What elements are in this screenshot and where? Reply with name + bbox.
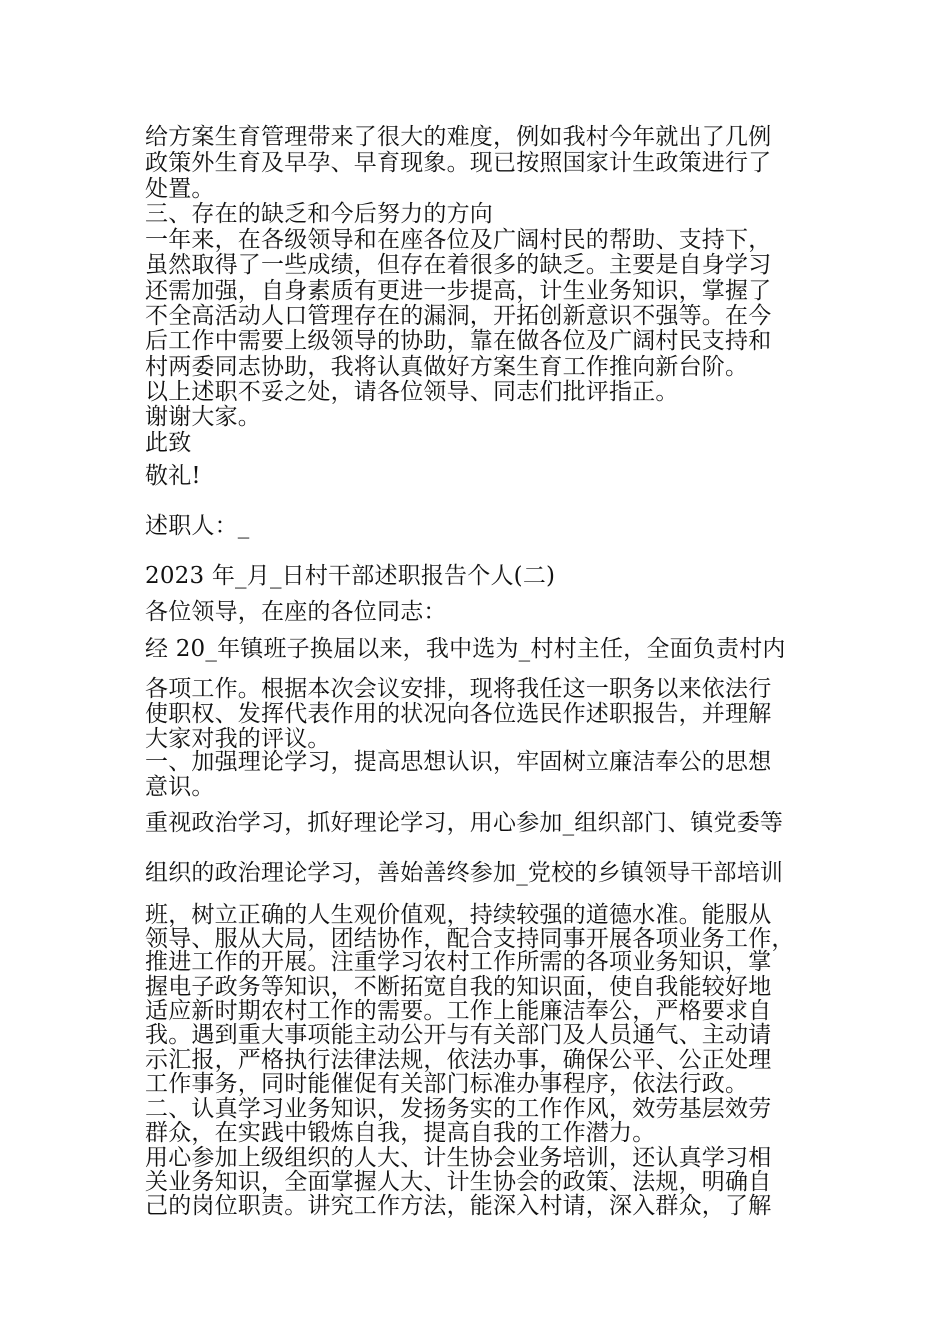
text-line: 以上述职不妥之处，请各位领导、同志们批评指正。 [145, 379, 679, 405]
text-line: 握电子政务等知识，不断拓宽自我的知识面，使自我能较好地 [145, 974, 772, 1000]
text-line: 虽然取得了一些成绩，但存在着很多的缺乏。主要是自身学习 [145, 252, 772, 278]
text-line: 村两委同志协助，我将认真做好方案生育工作推向新台阶。 [145, 354, 749, 380]
section-heading: 三、存在的缺乏和今后努力的方向 [145, 201, 493, 227]
signature-line: 述职人：_ [145, 513, 250, 539]
closing-line: 敬礼! [145, 463, 201, 489]
section-heading: 群众，在实践中锻炼自我，提高自我的工作潜力。 [145, 1120, 656, 1146]
text-line: 不全高活动人口管理存在的漏洞，开拓创新意识不强等。在今 [145, 303, 772, 329]
text-line: 用心参加上级组织的人大、计生协会业务培训，还认真学习相 [145, 1145, 772, 1171]
text-line: 经 20_年镇班子换届以来，我中选为_村村主任，全面负责村内 [145, 636, 786, 662]
text-line: 工作事务，同时能催促有关部门标准办事程序，依法行政。 [145, 1071, 749, 1097]
text-line: 一年来，在各级领导和在座各位及广阔村民的帮助、支持下， [145, 227, 772, 253]
text-line: 给方案生育管理带来了很大的难度，例如我村今年就出了几例 [145, 124, 772, 150]
text-line: 己的岗位职责。讲究工作方法，能深入村请，深入群众，了解 [145, 1193, 772, 1219]
text-line: 我。遇到重大事项能主动公开与有关部门及人员通气、主动请 [145, 1022, 772, 1048]
section-heading: 意识。 [145, 774, 215, 800]
text-line: 大家对我的评议。 [145, 726, 331, 752]
salutation: 各位领导，在座的各位同志： [145, 599, 447, 625]
section-heading: 一、加强理论学习，提高思想认识，牢固树立廉洁奉公的思想 [145, 749, 772, 775]
section-heading: 二、认真学习业务知识，发扬务实的工作作风，效劳基层效劳 [145, 1096, 772, 1122]
text-line: 政策外生育及早孕、早育现象。现已按照国家计生政策进行了 [145, 150, 772, 176]
text-line: 组织的政治理论学习，善始善终参加_党校的乡镇领导干部培训 [145, 860, 784, 886]
text-line: 推进工作的开展。注重学习农村工作所需的各项业务知识，掌 [145, 949, 772, 975]
text-line: 关业务知识，全面掌握人大、计生协会的政策、法规，明确自 [145, 1169, 772, 1195]
text-line: 示汇报，严格执行法律法规，依法办事，确保公平、公正处理 [145, 1047, 772, 1073]
text-line: 各项工作。根据本次会议安排，现将我任这一职务以来依法行 [145, 676, 772, 702]
text-line: 谢谢大家。 [145, 404, 261, 430]
text-line: 还需加强，自身素质有更进一步提高，计生业务知识，掌握了 [145, 278, 772, 304]
text-line: 领导、服从大局，团结协作，配合支持同事开展各项业务工作， [145, 926, 795, 952]
closing-line: 此致 [145, 430, 192, 456]
text-line: 处置。 [145, 176, 215, 202]
text-line: 班，树立正确的人生观价值观，持续较强的道德水准。能服从 [145, 902, 772, 928]
text-line: 重视政治学习，抓好理论学习，用心参加_组织部门、镇党委等 [145, 810, 784, 836]
text-line: 适应新时期农村工作的需要。工作上能廉洁奉公，严格要求自 [145, 998, 772, 1024]
text-line: 后工作中需要上级领导的协助，靠在做各位及广阔村民支持和 [145, 328, 772, 354]
document-title: 2023 年_月_日村干部述职报告个人(二) [145, 563, 556, 589]
text-line: 使职权、发挥代表作用的状况向各位选民作述职报告，并理解 [145, 701, 772, 727]
